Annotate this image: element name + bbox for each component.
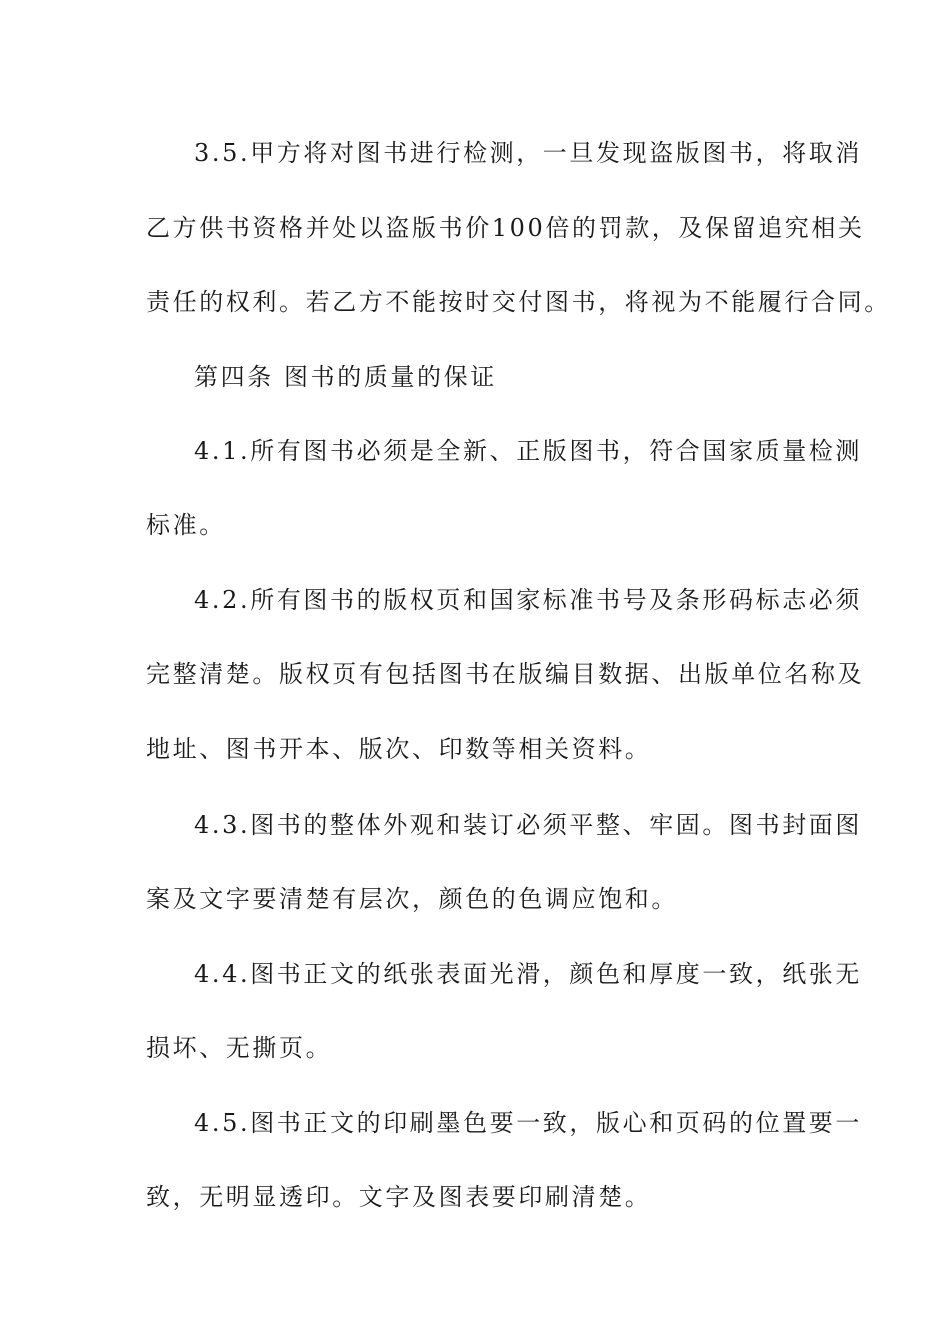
clause-3-5-line-3: 责任的权利。若乙方不能按时交付图书，将视为不能履行合同。 xyxy=(146,288,891,316)
clause-4-2-line-3: 地址、图书开本、版次、印数等相关资料。 xyxy=(146,735,652,763)
clause-4-3-line-1: 4.3.图书的整体外观和装订必须平整、牢固。图书封面图 xyxy=(194,811,862,839)
clause-4-2-line-2: 完整清楚。版权页有包括图书在版编目数据、出版单位名称及 xyxy=(146,660,865,688)
article-4-heading: 第四条 图书的质量的保证 xyxy=(194,363,497,391)
clause-3-5-line-1: 3.5.甲方将对图书进行检测，一旦发现盗版图书，将取消 xyxy=(194,139,862,167)
clause-4-4-line-2: 损坏、无撕页。 xyxy=(146,1034,333,1062)
clause-3-5-line-2: 乙方供书资格并处以盗版书价100倍的罚款，及保留追究相关 xyxy=(146,214,865,242)
clause-4-3-line-2: 案及文字要清楚有层次，颜色的色调应饱和。 xyxy=(146,885,678,913)
clause-4-2-line-1: 4.2.所有图书的版权页和国家标准书号及条形码标志必须 xyxy=(194,586,862,614)
clause-4-5-line-2: 致，无明显透印。文字及图表要印刷清楚。 xyxy=(146,1183,652,1211)
clause-4-5-line-1: 4.5.图书正文的印刷墨色要一致，版心和页码的位置要一 xyxy=(194,1109,862,1137)
clause-4-1-line-2: 标准。 xyxy=(146,511,226,539)
clause-4-4-line-1: 4.4.图书正文的纸张表面光滑，颜色和厚度一致，纸张无 xyxy=(194,960,862,988)
clause-4-1-line-1: 4.1.所有图书必须是全新、正版图书，符合国家质量检测 xyxy=(194,437,862,465)
